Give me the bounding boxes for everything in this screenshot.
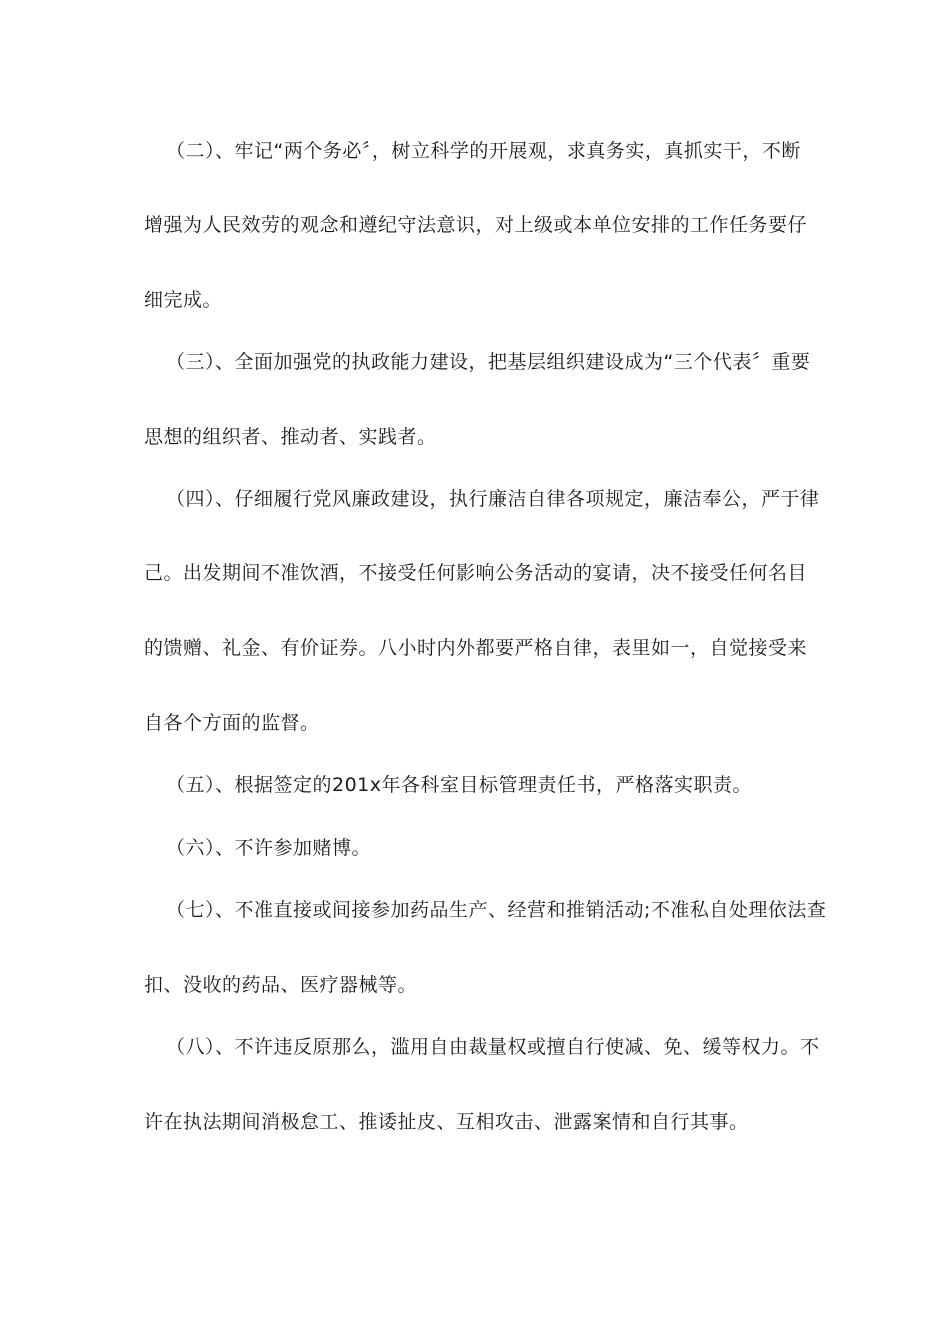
paragraph-2-line-2: 增强为人民效劳的观念和遵纪守法意识，对上级或本单位安排的工作任务要仔 [144,214,808,236]
paragraph-7-line-2: 扣、没收的药品、医疗器械等。 [144,974,418,996]
paragraph-4-line-2: 己。出发期间不准饮酒，不接受任何影响公务活动的宴请，决不接受任何名目 [144,562,808,584]
paragraph-8-line-2: 许在执法期间消极怠工、推诿扯皮、互相攻击、泄露案情和自行其事。 [144,1111,749,1133]
paragraph-4-line-3: 的馈赠、礼金、有价证券。八小时内外都要严格自律，表里如一，自觉接受来 [144,637,808,659]
paragraph-3-line-1: （三）、全面加强党的执政能力建设，把基层组织建设成为“三个代表〞重要 [166,351,811,373]
paragraph-2-line-3: 细完成。 [144,289,223,311]
paragraph-4-line-4: 自各个方面的监督。 [144,712,320,734]
paragraph-6-line-1: （六）、不许参加赌博。 [166,837,372,859]
paragraph-4-line-1: （四）、仔细履行党风廉政建设，执行廉洁自律各项规定，廉洁奉公，严于律 [166,488,820,510]
paragraph-5-line-1: （五）、根据签定的201x年各科室目标管理责任书，严格落实职责。 [166,774,753,796]
paragraph-3-line-2: 思想的组织者、推动者、实践者。 [144,426,437,448]
paragraph-7-line-1: （七）、不准直接或间接参加药品生产、经营和推销活动;不准私自处理依法查 [166,899,827,921]
paragraph-8-line-1: （八）、不许违反原那么，滥用自由裁量权或擅自行使减、免、缓等权力。不 [166,1036,820,1058]
paragraph-2-line-1: （二）、牢记“两个务必〞，树立科学的开展观，求真务实，真抓实干，不断 [166,140,801,162]
